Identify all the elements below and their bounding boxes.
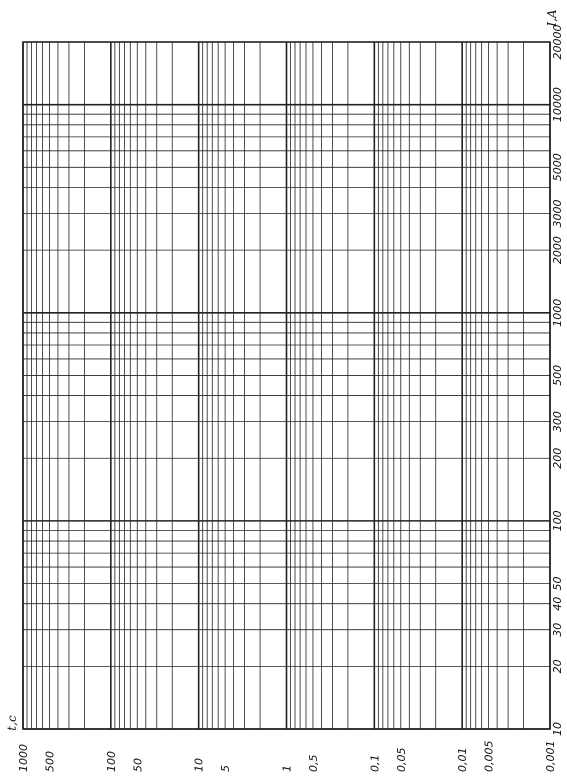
time-axis-ticks: [17, 741, 557, 773]
current-axis-ticks: [551, 25, 564, 737]
time-tick-label: 10: [192, 758, 206, 772]
time-tick-label: 0,01: [456, 747, 470, 772]
current-tick-label: 10: [551, 722, 564, 736]
current-tick-label: 10000: [551, 87, 564, 123]
time-tick-label: 0,5: [306, 754, 320, 772]
time-tick-label: 100: [104, 751, 118, 772]
time-tick-label: 5: [219, 765, 233, 772]
current-tick-label: 20000: [551, 24, 564, 60]
time-tick-label: 0,05: [394, 747, 408, 772]
time-tick-label: 0,001: [544, 740, 557, 772]
current-tick-label: 30: [551, 622, 564, 637]
current-tick-label: 1000: [551, 298, 564, 327]
time-tick-label: 50: [131, 758, 145, 772]
current-tick-label: 100: [551, 510, 564, 532]
current-tick-label: 40: [551, 596, 564, 611]
current-tick-label: 500: [551, 364, 564, 386]
current-tick-label: 20: [551, 659, 564, 674]
current-tick-label: 300: [551, 411, 564, 433]
time-tick-label: 1: [280, 765, 294, 772]
current-tick-label: 5000: [551, 153, 564, 182]
time-tick-label: 0,1: [368, 754, 382, 772]
current-axis-title: I,A: [545, 9, 559, 27]
time-tick-label: 0,005: [482, 740, 496, 772]
time-tick-label: 1000: [17, 744, 30, 772]
time-tick-label: 500: [43, 751, 57, 772]
time-axis-title: t,c: [5, 715, 19, 731]
current-tick-label: 3000: [551, 199, 564, 228]
current-tick-label: 200: [551, 447, 564, 469]
current-tick-label: 50: [551, 576, 564, 591]
current-tick-label: 2000: [551, 236, 564, 265]
